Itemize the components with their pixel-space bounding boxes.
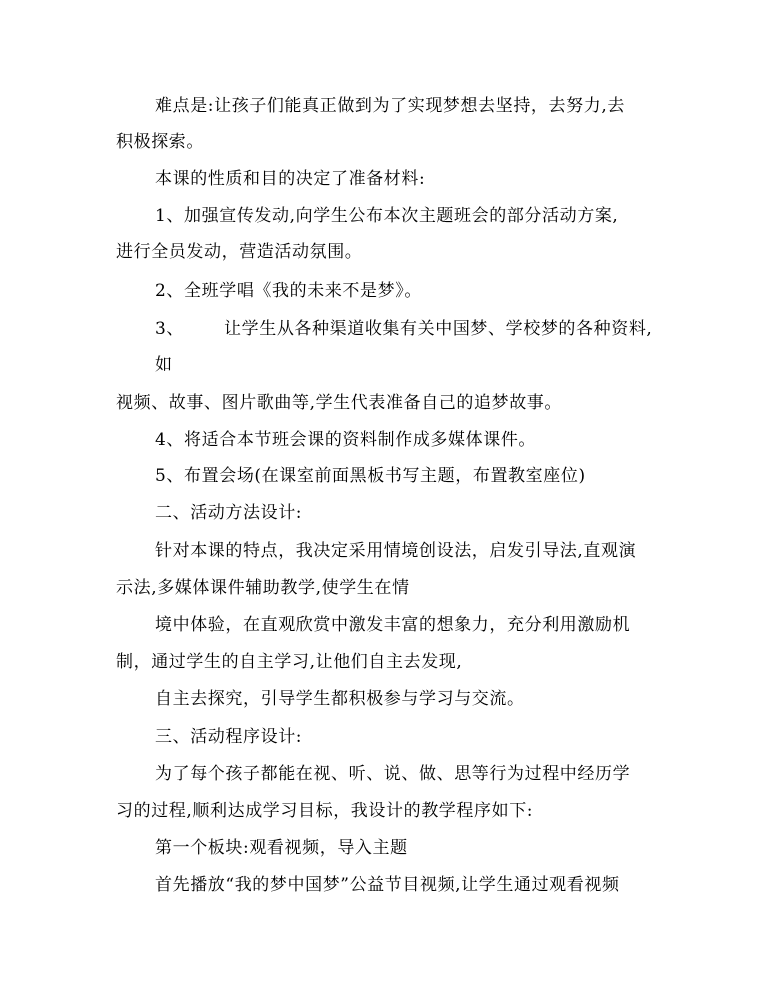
- paragraph-line: 示法,多媒体课件辅助教学,使学生在情: [116, 578, 410, 598]
- list-item-3-text: 让学生从各种渠道收集有关中国梦、学校梦的各种资料,: [224, 319, 653, 339]
- section-heading: 二、活动方法设计:: [155, 503, 303, 523]
- paragraph-line: 制，通过学生的自主学习,让他们自主去发现,: [116, 652, 463, 672]
- paragraph-line: 针对本课的特点，我决定采用情境创设法，启发引导法,直观演: [155, 541, 637, 561]
- paragraph-line: 为了每个孩子都能在视、听、说、做、思等行为过程中经历学: [155, 764, 631, 784]
- list-item-2: 2、全班学唱《我的未来不是梦》。: [155, 281, 422, 301]
- list-item-3: [155, 319, 652, 339]
- paragraph-line: 难点是:让孩子们能真正做到为了实现梦想去坚持，去努力,去: [155, 96, 625, 116]
- paragraph-line: 积极探索。: [116, 132, 204, 152]
- paragraph-line: 境中体验，在直观欣赏中激发丰富的想象力，充分利用激励机: [155, 615, 631, 635]
- paragraph-line: 习的过程,顺利达成学习目标，我设计的教学程序如下:: [116, 801, 534, 821]
- paragraph-line: 首先播放“我的梦中国梦”公益节目视频,让学生通过观看视频: [155, 875, 620, 895]
- paragraph-line: 视频、故事、图片歌曲等,学生代表准备自己的追梦故事。: [116, 393, 563, 413]
- list-item-5: 5、布置会场(在课室前面黑板书写主题，布置教室座位): [155, 466, 586, 486]
- list-number: 3、: [155, 319, 185, 339]
- paragraph-line: 进行全员发动，营造活动氛围。: [116, 242, 363, 262]
- section-heading: 三、活动程序设计:: [155, 727, 303, 747]
- list-item-1: 1、加强宣传发动,向学生公布本次主题班会的部分活动方案,: [155, 206, 619, 226]
- subsection-heading: 第一个板块:观看视频，导入主题: [155, 838, 408, 858]
- list-item-4: 4、将适合本节班会课的资料制作成多媒体课件。: [155, 430, 537, 450]
- paragraph-line: 自主去探究，引导学生都积极参与学习与交流。: [155, 689, 525, 709]
- paragraph-line: 本课的性质和目的决定了准备材料:: [155, 169, 426, 189]
- paragraph-line: 如: [155, 355, 173, 375]
